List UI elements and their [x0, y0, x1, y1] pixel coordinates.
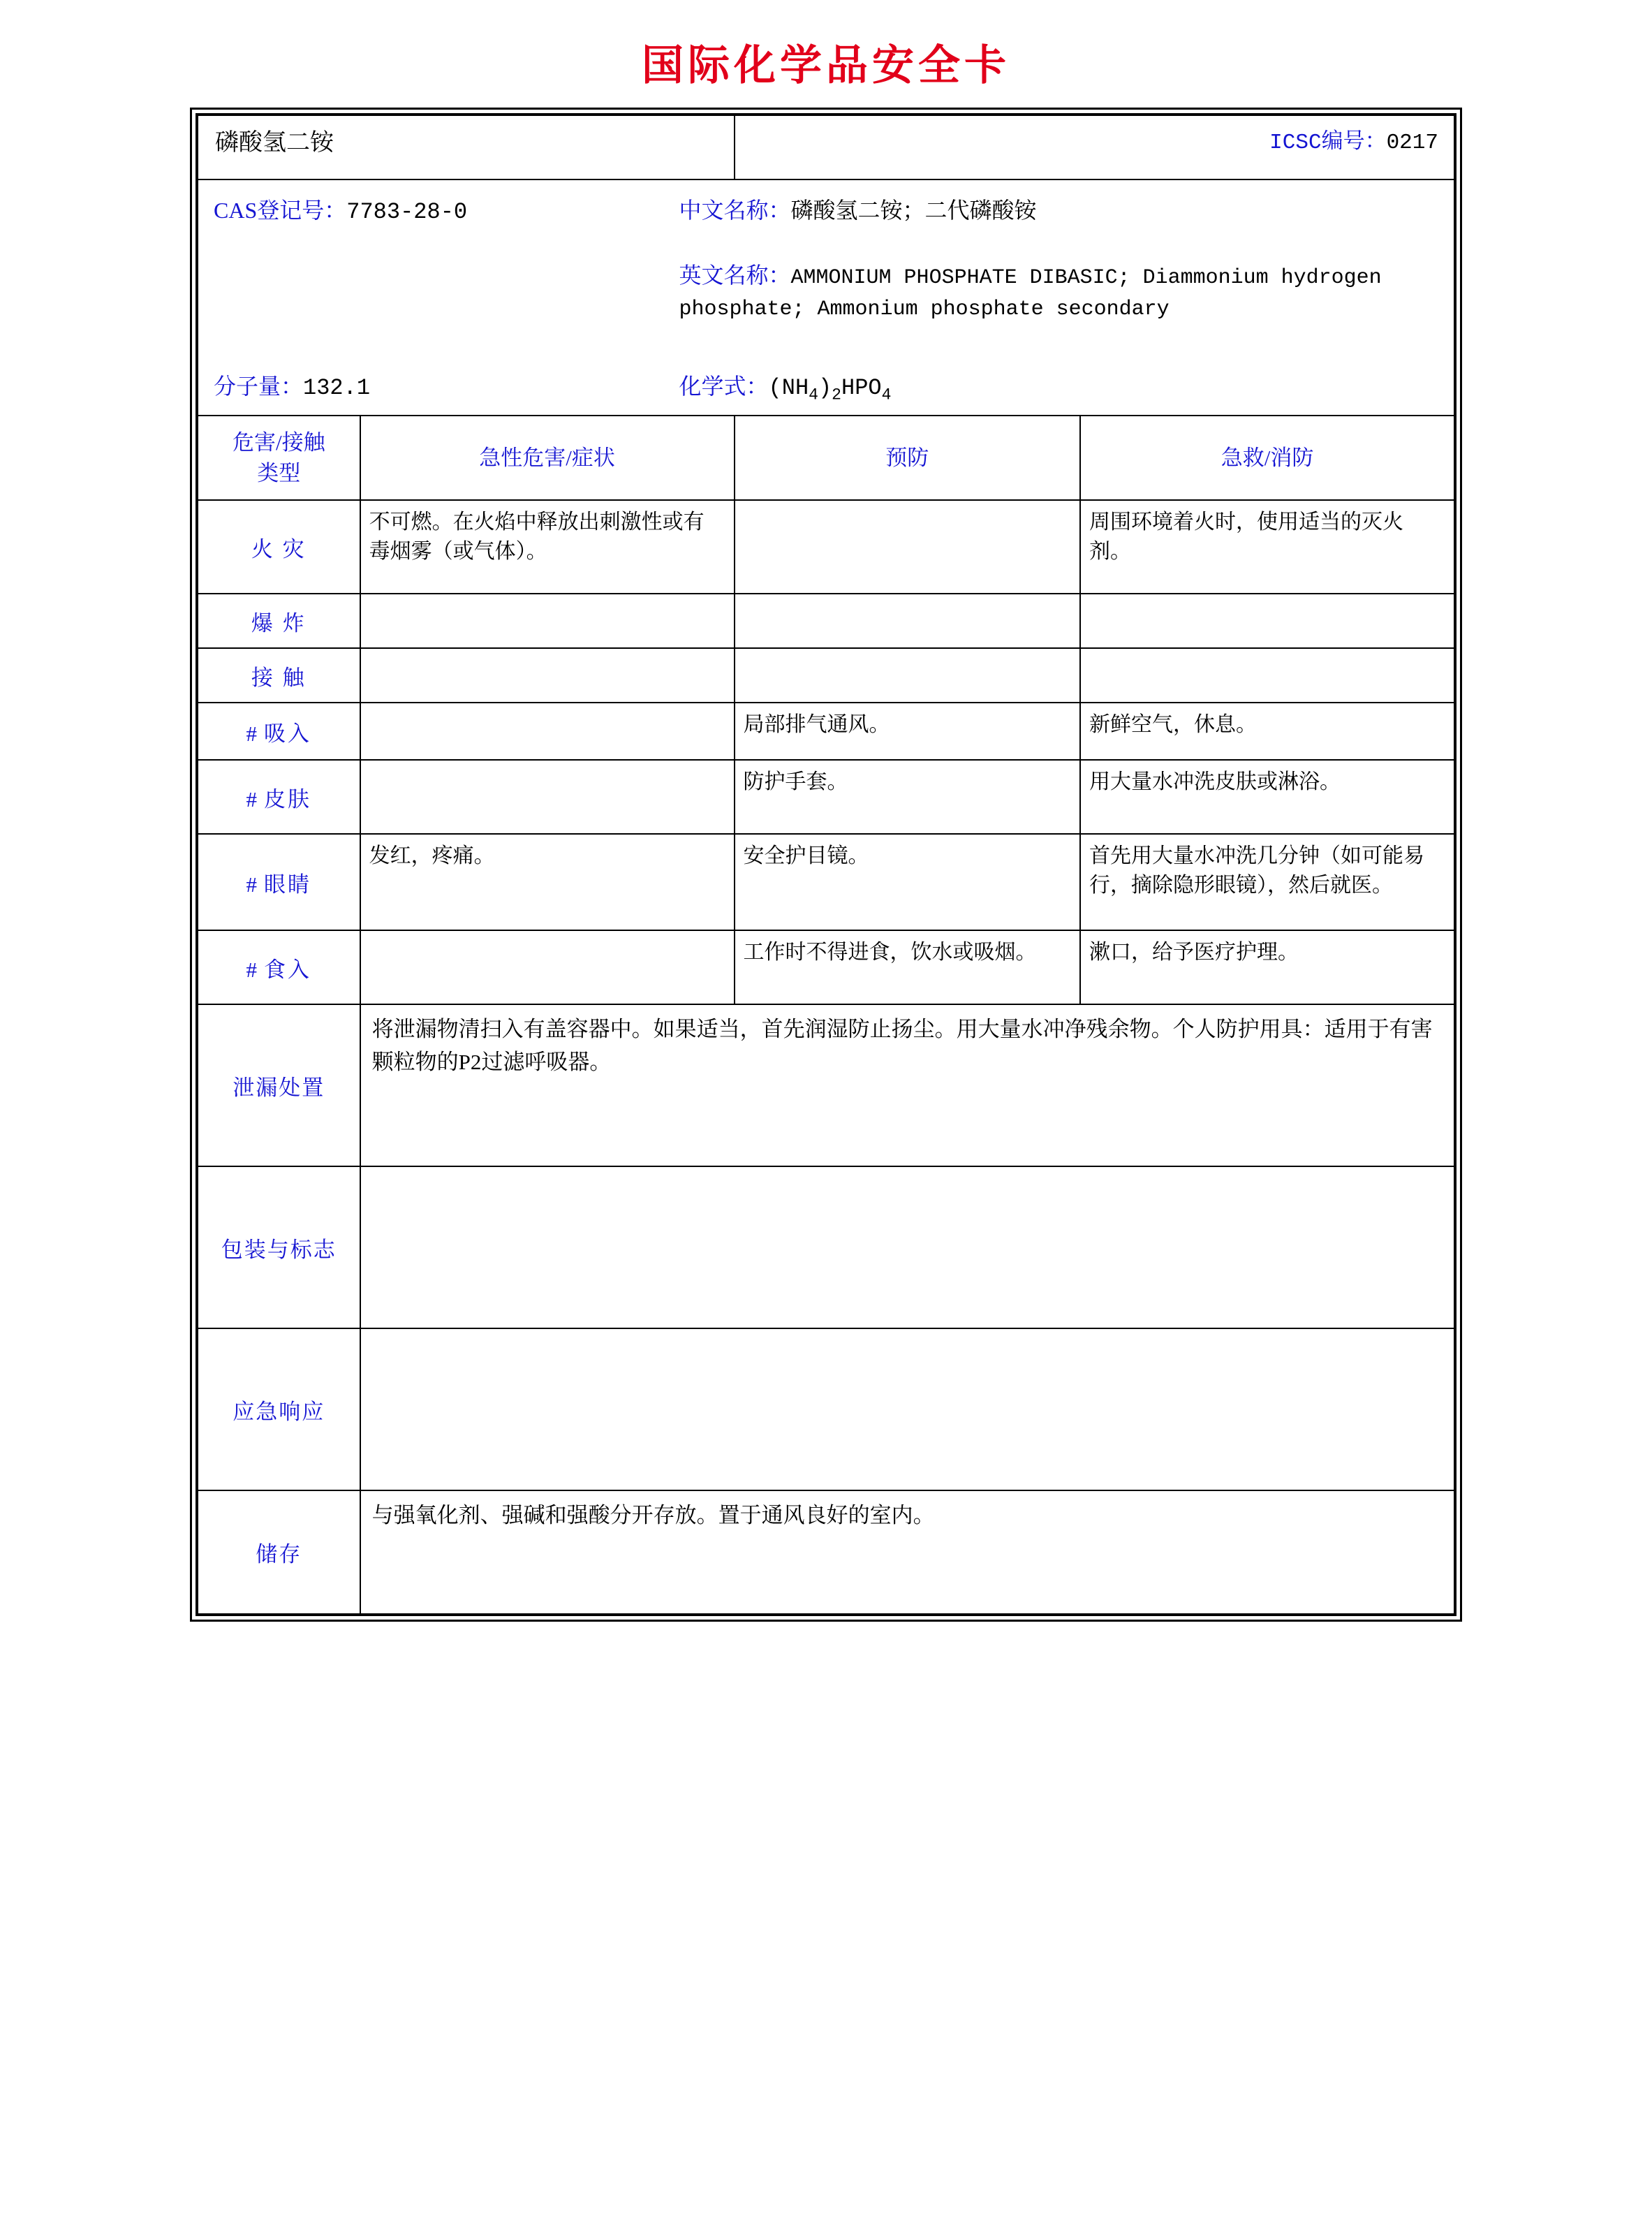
hazard-category-ingestion-label: 食入	[264, 957, 312, 982]
cas-line	[214, 193, 679, 225]
hazard-firstaid-inhalation: 新鲜空气，休息。	[1080, 703, 1454, 760]
hazard-category-eyes-label: 眼睛	[264, 872, 312, 897]
hazard-category-skin-label: 皮肤	[264, 786, 312, 812]
formula-label: 化学式：	[679, 374, 769, 399]
section-row-emergency	[198, 1328, 1454, 1490]
section-row-packaging	[198, 1166, 1454, 1328]
hazard-firstaid-exposure	[1080, 648, 1454, 703]
hazard-prevention-fire	[735, 500, 1081, 594]
table-row	[198, 648, 1454, 703]
hazard-firstaid-fire: 周围环境着火时，使用适当的灭火剂。	[1080, 500, 1454, 594]
section-text-storage: 与强氧化剂、强碱和强酸分开存放。置于通风良好的室内。	[360, 1490, 1454, 1614]
en-name-label: 英文名称：	[679, 263, 791, 288]
hazard-acute-exposure	[360, 648, 735, 703]
cas-label: CAS登记号：	[214, 198, 347, 223]
hazard-acute-ingestion	[360, 930, 735, 1004]
hazard-category-explosion: 爆 炸	[198, 594, 360, 648]
icsc-value: 0217	[1386, 131, 1438, 155]
hazard-col-category-line2: 类型	[257, 460, 301, 485]
hazard-acute-explosion	[360, 594, 735, 648]
page-title: 国际化学品安全卡	[642, 43, 1010, 89]
hazard-category-eyes	[198, 834, 360, 930]
hazard-header-row	[198, 416, 1454, 500]
hazard-col-firstaid: 急救/消防	[1080, 416, 1454, 500]
hazard-col-category	[198, 416, 360, 500]
table-row	[198, 930, 1454, 1004]
hazard-acute-inhalation	[360, 703, 735, 760]
hazard-acute-fire: 不可燃。在火焰中释放出刺激性或有毒烟雾（或气体）。	[360, 500, 735, 594]
table-row	[198, 500, 1454, 594]
section-label-packaging: 包装与标志	[198, 1166, 360, 1328]
card-frame-inner	[196, 113, 1456, 1616]
section-label-storage: 储存	[198, 1490, 360, 1614]
molecular-weight-line	[214, 369, 679, 404]
chemical-name-header: 磷酸氢二铵	[198, 115, 735, 179]
hazard-category-exposure: 接 触	[198, 648, 360, 703]
section-text-packaging	[360, 1166, 1454, 1328]
hazard-acute-eyes: 发红，疼痛。	[360, 834, 735, 930]
formula-value: $(NH_4)_2HPO_4$	[768, 375, 892, 404]
section-label-emergency: 应急响应	[198, 1328, 360, 1490]
hazard-category-inhalation	[198, 703, 360, 760]
section-label-spillage: 泄漏处置	[198, 1004, 360, 1166]
hazard-prevention-inhalation: 局部排气通风。	[735, 703, 1081, 760]
cn-name-label: 中文名称：	[679, 198, 791, 223]
en-name-line	[679, 258, 1438, 325]
hazard-firstaid-skin: 用大量水冲洗皮肤或淋浴。	[1080, 760, 1454, 834]
identification-cell	[198, 179, 1454, 416]
hazard-category-ingestion	[198, 930, 360, 1004]
identification-row	[198, 179, 1454, 416]
molecular-weight-value: 132.1	[303, 375, 371, 401]
hazard-category-skin	[198, 760, 360, 834]
safety-card-table	[197, 115, 1455, 1615]
table-row	[198, 760, 1454, 834]
hazard-firstaid-eyes: 首先用大量水冲洗几分钟（如可能易行，摘除隐形眼镜），然后就医。	[1080, 834, 1454, 930]
identification-right	[679, 193, 1438, 325]
section-row-storage	[198, 1490, 1454, 1614]
hazard-col-prevention: 预防	[735, 416, 1081, 500]
icsc-number-cell	[735, 115, 1454, 179]
en-name-value: AMMONIUM PHOSPHATE DIBASIC; Diammonium hydrogen phosphate; Ammonium phosphate secondary	[679, 266, 1382, 321]
hazard-col-category-line1: 危害/接触	[232, 430, 325, 455]
table-row	[198, 834, 1454, 930]
hash-marker: #	[246, 872, 258, 897]
hazard-prevention-skin: 防护手套。	[735, 760, 1081, 834]
hazard-prevention-ingestion: 工作时不得进食，饮水或吸烟。	[735, 930, 1081, 1004]
hazard-col-acute: 急性危害/症状	[360, 416, 735, 500]
hash-marker: #	[246, 721, 258, 746]
section-text-spillage: 将泄漏物清扫入有盖容器中。如果适当，首先润湿防止扬尘。用大量水冲净残余物。个人防护用具：适用于有害颗粒物的P2过滤呼吸器。	[360, 1004, 1454, 1166]
table-row	[198, 703, 1454, 760]
formula-line	[679, 369, 1438, 404]
hazard-category-fire: 火 灾	[198, 500, 360, 594]
cas-value: 7783-28-0	[346, 199, 468, 225]
identification-left	[214, 193, 679, 325]
section-text-emergency	[360, 1328, 1454, 1490]
hash-marker: #	[246, 786, 258, 812]
section-row-spillage	[198, 1004, 1454, 1166]
cn-name-line	[679, 193, 1438, 225]
hazard-firstaid-explosion	[1080, 594, 1454, 648]
card-frame-outer	[190, 108, 1462, 1622]
hazard-prevention-eyes: 安全护目镜。	[735, 834, 1081, 930]
cn-name-value: 磷酸氢二铵；二代磷酸铵	[790, 198, 1037, 223]
header-row	[198, 115, 1454, 179]
hazard-firstaid-ingestion: 漱口，给予医疗护理。	[1080, 930, 1454, 1004]
hash-marker: #	[246, 957, 258, 982]
molecular-weight-label: 分子量：	[214, 374, 304, 399]
table-row	[198, 594, 1454, 648]
hazard-acute-skin	[360, 760, 735, 834]
hazard-prevention-explosion	[735, 594, 1081, 648]
hazard-category-inhalation-label: 吸入	[264, 721, 312, 746]
hazard-prevention-exposure	[735, 648, 1081, 703]
icsc-label: ICSC编号：	[1269, 131, 1387, 155]
